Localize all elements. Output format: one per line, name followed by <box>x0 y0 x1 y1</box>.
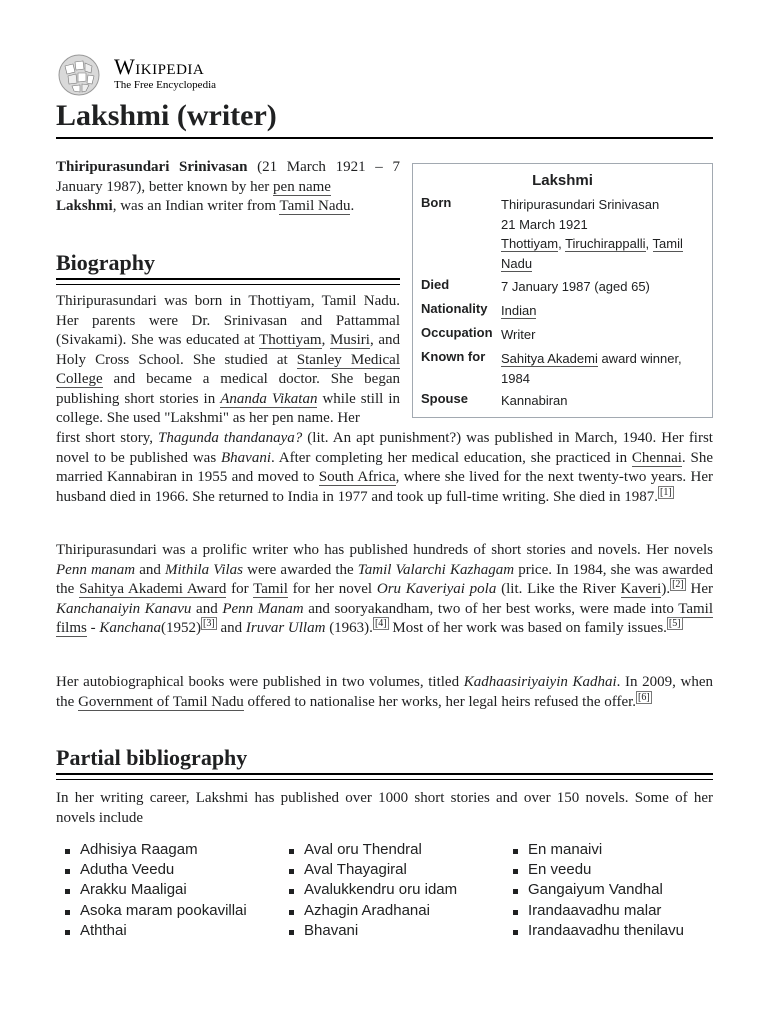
text: (lit. Like the River <box>496 581 621 597</box>
title-divider <box>56 137 713 139</box>
list-item: Aval oru Thendral <box>280 840 500 860</box>
link-chennai[interactable]: Chennai <box>631 449 682 466</box>
list-item: Asoka maram pookavillai <box>56 901 276 921</box>
text: price. In 1984, she was awarded the <box>56 561 713 597</box>
lead-text: . <box>350 198 355 214</box>
born-date: 21 March 1921 <box>501 216 588 232</box>
infobox-label: Born <box>421 195 452 210</box>
infobox-label: Known for <box>421 349 486 364</box>
reference-label[interactable]: [5] <box>668 618 681 629</box>
text: and <box>191 600 223 617</box>
link-sahitya-akademi-award[interactable]: Sahitya Akademi Award <box>79 581 227 597</box>
text: were awarded the <box>243 561 358 578</box>
reference-5[interactable] <box>667 617 683 630</box>
known-for-text: award winner, 1984 <box>501 351 682 386</box>
link-tamil-films[interactable]: Tamil films <box>56 600 713 636</box>
book-title: Kadhaasiriyaiyin Kadhai <box>463 674 617 690</box>
autobiography-paragraph <box>56 673 713 712</box>
infobox-title: Lakshmi <box>532 172 593 189</box>
list-item: Irandaavadhu thenilavu <box>504 921 714 941</box>
link-sahitya-akademi[interactable]: Sahitya Akademi <box>501 351 598 366</box>
biography-paragraph <box>56 292 400 429</box>
wikipedia-header[interactable] <box>55 54 355 96</box>
text: . In 2009, when the <box>56 674 713 710</box>
text: for <box>226 581 254 597</box>
link-tiruchirappalli[interactable]: Tiruchirappalli <box>565 236 646 251</box>
link-government-of-tamil-nadu[interactable]: Government of Tamil Nadu <box>78 693 244 710</box>
bio-text: while still in college. She used "Lakshmi" as her pen name. Her <box>56 390 400 426</box>
text: Most of her work was based on family issues. <box>388 620 667 636</box>
list-item: En veedu <box>504 860 714 880</box>
text: offered to nationalise her works, her legal heirs refused the offer. <box>243 693 637 710</box>
list-item: Aththai <box>56 921 276 941</box>
section-heading-biography: Biography <box>56 250 156 275</box>
link-tamil[interactable]: Tamil <box>253 581 288 597</box>
text: Her autobiographical books were published in two volumes, titled <box>56 674 464 690</box>
link-pen-name[interactable]: pen name <box>273 178 331 195</box>
link-ananda-vikatan[interactable]: Ananda Vikatan <box>220 390 318 407</box>
bio-text: and became a medical doctor. She began publishing short stories in <box>56 371 400 407</box>
novel-title: Mithila Vilas <box>165 561 244 578</box>
text: for her novel <box>287 581 377 597</box>
pen-name: Lakshmi <box>56 198 113 214</box>
reference-label[interactable]: [3] <box>203 618 215 629</box>
text: Her <box>685 581 713 597</box>
list-item: Aval Thayagiral <box>280 860 500 880</box>
section-divider <box>56 773 713 780</box>
works-paragraph <box>56 541 713 639</box>
infobox-value <box>501 349 701 388</box>
infobox-value <box>501 195 701 273</box>
bio-text: , where she lived for the next twenty-two years. Her husband died in 1966. She returned to India in 1977 and took up full-time writing. She died in 1987. <box>56 469 713 505</box>
lead-paragraph <box>56 158 400 217</box>
reference-label[interactable]: [1] <box>660 486 672 498</box>
infobox-value: 7 January 1987 (aged 65) <box>501 279 650 294</box>
bio-text: . She married Kannabiran in 1955 and moved to <box>56 449 713 485</box>
link-indian[interactable]: Indian <box>501 303 537 318</box>
wikipedia-globe-icon <box>55 54 103 96</box>
reference-1[interactable] <box>658 486 674 499</box>
link-tamil-nadu-infobox-2[interactable]: Nadu <box>501 255 533 271</box>
list-item: Azhagin Aradhanai <box>280 901 500 921</box>
list-item: Bhavani <box>280 921 500 941</box>
bio-text: Thiripurasundari was born in Thottiyam, Tamil Nadu. Her parents were Dr. Srinivasan and Pattammal (Sivakami). She was educated at <box>56 293 400 348</box>
film-title: Iruvar Ullam <box>245 620 326 636</box>
bio-text: (lit. An apt punishment?) was published in March, 1940. Her first novel to be published was <box>56 430 713 466</box>
reference-label[interactable]: [2] <box>672 579 684 590</box>
text: - <box>86 620 100 636</box>
novel-title: Kanchanaiyin Kanavu <box>56 600 192 617</box>
separator: , <box>558 236 566 251</box>
born-name: Thiripurasundari Srinivasan <box>501 197 660 212</box>
bibliography-list-col2 <box>280 840 500 941</box>
novel-title: Bhavani <box>221 449 271 466</box>
wikipedia-tagline: The Free Encyclopedia <box>114 79 217 91</box>
lead-text: (21 March 1921 – 7 January 1987), better known by her <box>56 159 400 195</box>
link-tamil-nadu[interactable]: Tamil Nadu <box>279 198 351 214</box>
list-item: Adutha Veedu <box>56 860 276 880</box>
reference-label[interactable]: [6] <box>638 691 650 703</box>
subject-name: Thiripurasundari Srinivasan <box>56 159 248 175</box>
text: Thiripurasundari was a prolific writer who has published hundreds of short stories and novels. Her novels <box>56 542 713 558</box>
list-item: Gangaiyum Vandhal <box>504 880 714 900</box>
text: and <box>135 561 166 578</box>
infobox-value: Kannabiran <box>501 393 568 408</box>
lead-text: , was an Indian writer from <box>112 198 280 214</box>
page-title: Lakshmi (writer) <box>56 99 277 132</box>
infobox-label: Occupation <box>421 325 493 340</box>
reference-6[interactable] <box>636 691 652 704</box>
wikipedia-wordmark: Wikipedia <box>114 54 205 79</box>
link-thottiyam-bio[interactable]: Thottiyam <box>259 332 322 348</box>
list-item: Avalukkendru oru idam <box>280 880 500 900</box>
link-south-africa[interactable]: South Africa <box>318 469 396 485</box>
link-stanley-medical-college[interactable]: Stanley Medical College <box>56 351 401 387</box>
infobox <box>412 163 713 418</box>
section-heading-partial-bibliography: Partial bibliography <box>56 745 248 770</box>
bio-text: , and Holy Cross School. She studied at <box>56 332 400 368</box>
bibliography-list-col1 <box>56 840 276 941</box>
infobox-label: Died <box>421 277 450 292</box>
bio-text: . After completing her medical education, she practiced in <box>271 449 632 466</box>
bio-text: , <box>321 332 330 348</box>
list-item: Adhisiya Raagam <box>56 840 276 860</box>
list-item: Arakku Maaligai <box>56 880 276 900</box>
reference-label[interactable]: [4] <box>374 618 387 629</box>
list-item: Irandaavadhu malar <box>504 901 714 921</box>
bibliography-intro: In her writing career, Lakshmi has published over 1000 short stories and over 150 novels. Some of her novels include <box>56 790 713 826</box>
story-title: Thagunda thandanaya? <box>158 430 303 446</box>
bibliography-list-col3 <box>504 840 714 941</box>
infobox-label: Nationality <box>421 301 488 316</box>
born-place <box>501 234 701 273</box>
link-kaveri[interactable]: Kaveri <box>620 581 662 597</box>
link-tamil-nadu-infobox[interactable]: Tamil <box>652 236 683 251</box>
prize-name: Tamil Valarchi Kazhagam <box>357 561 515 578</box>
text: and sooryakandham, two of her best works, were made into <box>303 600 679 617</box>
biography-paragraph-continued <box>56 429 713 507</box>
link-musiri[interactable]: Musiri <box>329 332 370 348</box>
text: ). <box>661 581 671 597</box>
film-title: Kanchana <box>99 620 162 636</box>
text: (1952) <box>161 620 202 636</box>
novel-title: Penn manam <box>56 561 136 578</box>
link-thottiyam[interactable]: Thottiyam <box>501 236 559 251</box>
text: (1963). <box>325 620 373 636</box>
bio-text: first short story, <box>56 430 159 446</box>
separator: , <box>645 236 653 251</box>
reference-4[interactable] <box>373 617 389 630</box>
infobox-value <box>501 301 701 321</box>
novel-title: Oru Kaveriyai pola <box>376 581 497 597</box>
text: and <box>216 620 246 636</box>
section-divider <box>56 278 400 285</box>
infobox-label: Spouse <box>421 391 468 406</box>
list-item: En manaivi <box>504 840 714 860</box>
reference-3[interactable] <box>201 617 217 630</box>
novel-title: Penn Manam <box>222 600 304 617</box>
reference-2[interactable] <box>670 578 686 591</box>
infobox-value: Writer <box>501 327 536 342</box>
